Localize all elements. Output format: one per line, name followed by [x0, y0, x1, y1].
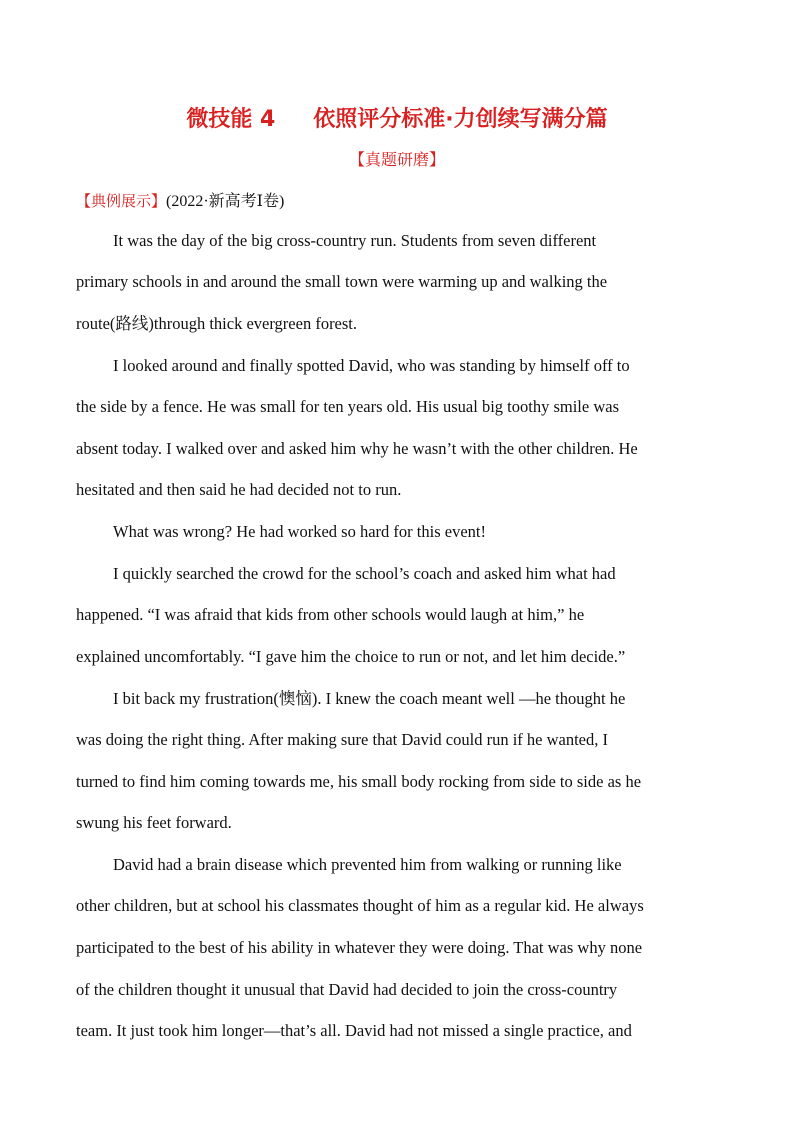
- section-heading: 【真题研磨】: [348, 150, 445, 169]
- passage-line: explained uncomfortably. “I gave him the choice to run or not, and let him decide.”: [76, 647, 626, 666]
- passage-line: the side by a fence. He was small for ten years old. His usual big toothy smile was: [76, 397, 620, 416]
- title-skill-number: 微技能 4: [186, 107, 276, 132]
- passage-line: It was the day of the big cross-country run. Students from seven different: [113, 231, 597, 250]
- passage-line: David had a brain disease which prevented him from walking or running like: [113, 855, 622, 874]
- passage-line: swung his feet forward.: [76, 813, 232, 832]
- passage-line: was doing the right thing. After making sure that David could run if he wanted, I: [76, 730, 609, 749]
- passage-line: primary schools in and around the small town were warming up and walking the: [76, 272, 608, 291]
- passage-line: other children, but at school his classmates thought of him as a regular kid. He always: [76, 896, 644, 915]
- passage-line: I looked around and finally spotted David, who was standing by himself off to: [113, 356, 630, 375]
- passage-line: What was wrong? He had worked so hard for this event!: [113, 522, 486, 541]
- passage-line: participated to the best of his ability in whatever they were doing. That was why none: [76, 938, 643, 957]
- passage-line: happened. “I was afraid that kids from other schools would laugh at him,” he: [76, 605, 585, 624]
- example-header: [76, 188, 284, 211]
- passage-line: absent today. I walked over and asked him why he wasn’t with the other children. He: [76, 439, 638, 458]
- passage-line: team. It just took him longer—that’s all. David had not missed a single practice, and: [76, 1021, 632, 1040]
- passage-line: turned to find him coming towards me, his small body rocking from side to side as he: [76, 772, 642, 791]
- passage-line: route(路线)through thick evergreen forest.: [76, 314, 358, 333]
- passage-line: hesitated and then said he had decided not to run.: [76, 480, 402, 499]
- example-source: (2022·新高考Ⅰ卷): [166, 193, 285, 210]
- passage-line: I quickly searched the crowd for the school’s coach and asked him what had: [113, 564, 616, 583]
- title-topic: 依照评分标准·力创续写满分篇: [313, 107, 608, 132]
- page-title: [0, 102, 794, 133]
- passage-line: I bit back my frustration(懊恼). I knew the coach meant well —he thought he: [113, 689, 626, 708]
- passage-line: of the children thought it unusual that David had decided to join the cross-country: [76, 980, 618, 999]
- example-label: 【典例展示】: [76, 192, 167, 210]
